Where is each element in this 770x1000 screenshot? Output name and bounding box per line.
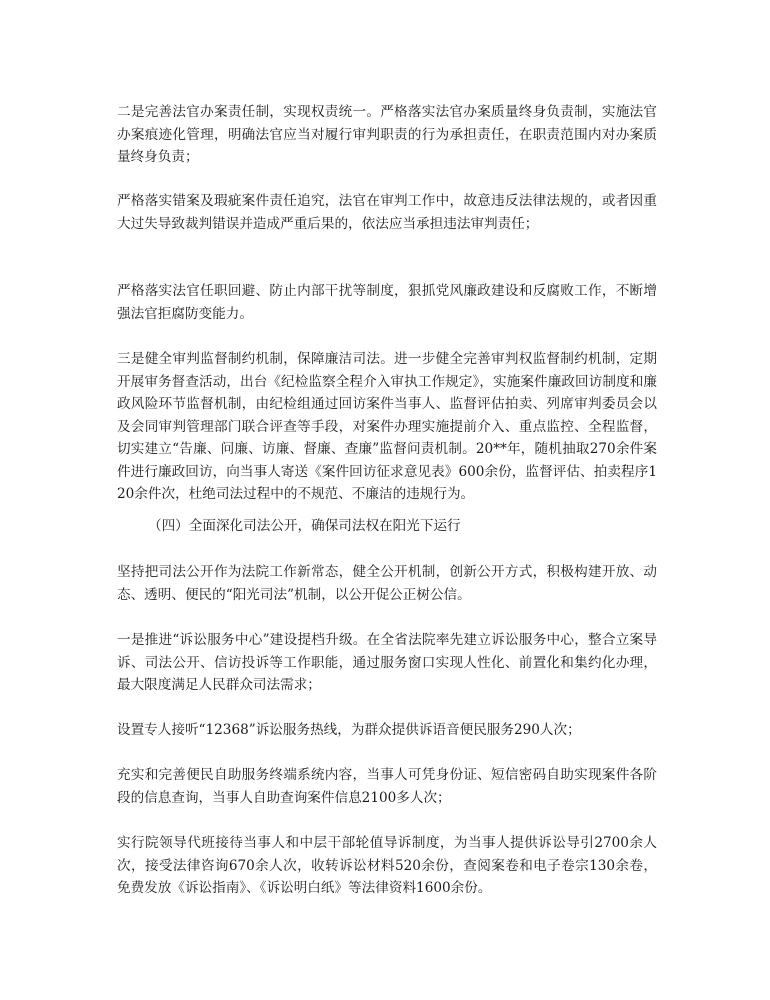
paragraph-openness-intro: 坚持把司法公开作为法院工作新常态，健全公开机制，创新公开方式，积极构建开放、动态、透明、便民的“阳光司法”机制，以公开促公正树公信。: [117, 564, 657, 603]
paragraph-supervision-mechanism: 三是健全审判监督制约机制，保障廉洁司法。进一步健全完善审判权监督制约机制，定期开展审务督查活动，出台《纪检监察全程介入审执工作规定》，实施案件廉政回访制度和廉政风险环节监督机制，由纪检组通过回访案件当事人、监督评估拍卖、列席审判委员会以及会同审判管理部门联合评查等手段，对案件办理实施提前介入、重点监控、全程监督，切实建立“告廉、问廉、访廉、督廉、查廉”监督问责机制。20**年，随机抽取270余件案件进行廉政回访，向当事人寄送《案件回访征求意见表》600余份，监督评估、拍卖程序120余件次，杜绝司法过程中的不规范、不廉洁的违规行为。: [117, 351, 657, 502]
section-heading-judicial-openness: （四）全面深化司法公开，确保司法权在阳光下运行: [148, 518, 461, 534]
paragraph-litigation-service-center: 一是推进“诉讼服务中心”建设提档升级。在全省法院率先建立诉讼服务中心，整合立案导诉、司法公开、信访投诉等工作职能，通过服务窗口实现人性化、前置化和集约化办理，最大限度满足人民群众司法需求；: [117, 632, 657, 693]
paragraph-error-accountability: 严格落实错案及瑕疵案件责任追究，法官在审判工作中，故意违反法律法规的，或者因重大过失导致裁判错误并造成严重后果的，依法应当承担违法审判责任；: [117, 193, 657, 232]
paragraph-hotline: 设置专人接听“12368”诉讼服务热线，为群众提供诉语音便民服务290人次；: [117, 722, 581, 738]
paragraph-recusal-system: 严格落实法官任职回避、防止内部干扰等制度，狠抓党风廉政建设和反腐败工作，不断增强法官拒腐防变能力。: [117, 283, 657, 322]
paragraph-self-service-terminal: 充实和完善便民自助服务终端系统内容，当事人可凭身份证、短信密码自助实现案件各阶段的信息查询，当事人自助查询案件信息2100多人次；: [117, 767, 657, 806]
paragraph-reception-system: 实行院领导代班接待当事人和中层干部轮值导诉制度，为当事人提供诉讼导引2700余人次，接受法律咨询670余人次，收转诉讼材料520余份，查阅案卷和电子卷宗130余卷，免费发放《诉讼指南》、《诉讼明白纸》等法律资料1600余份。: [117, 835, 657, 896]
paragraph-judge-responsibility: 二是完善法官办案责任制，实现权责统一。严格落实法官办案质量终身负责制，实施法官办案痕迹化管理，明确法官应当对履行审判职责的行为承担责任，在职责范围内对办案质量终身负责；: [117, 104, 657, 165]
